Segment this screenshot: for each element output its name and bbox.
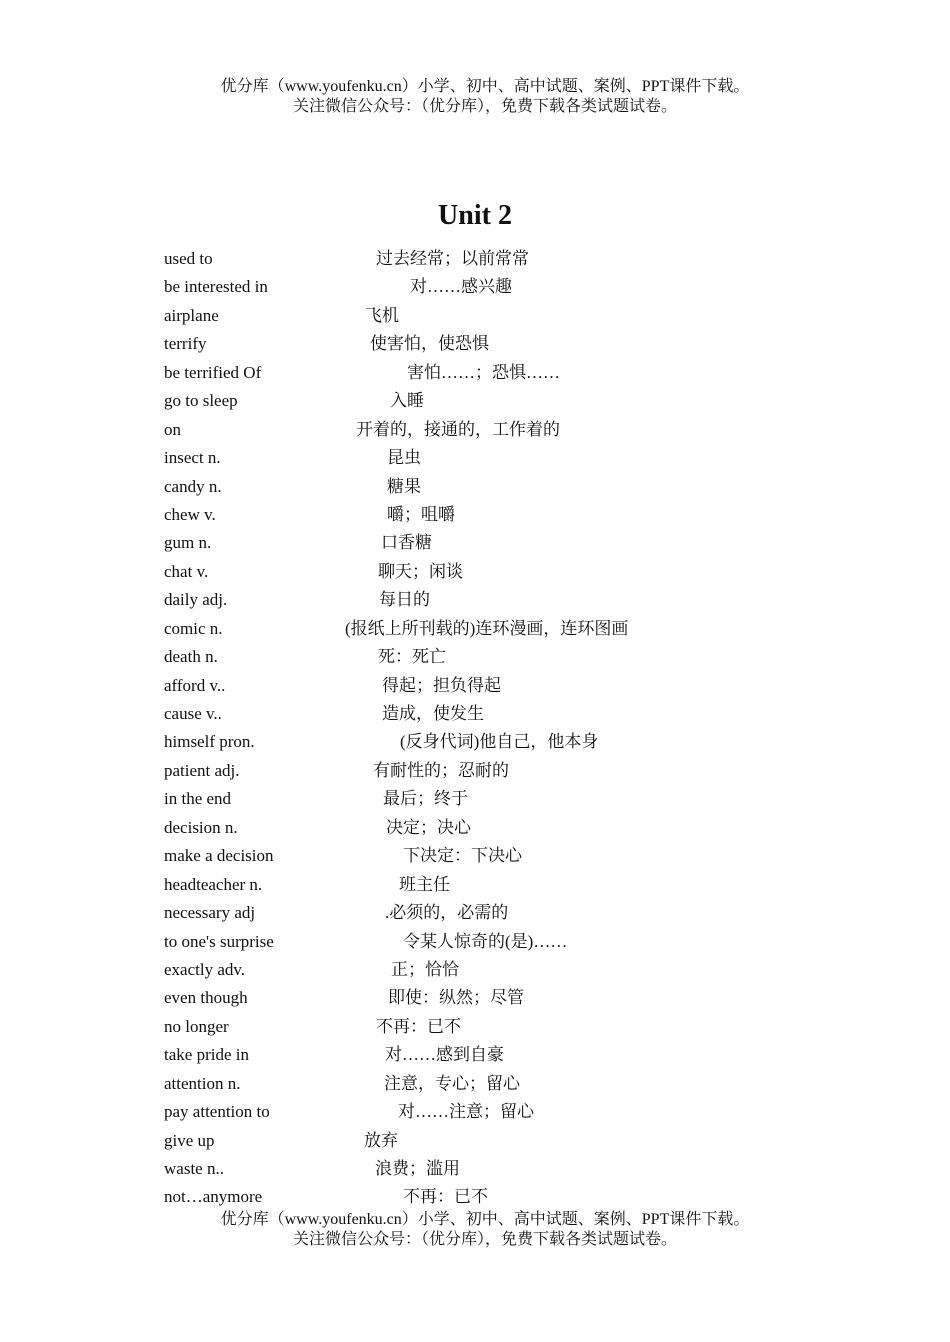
- vocabulary-list: [164, 245, 784, 1212]
- vocab-english: waste n..: [164, 1159, 224, 1178]
- vocab-english: no longer: [164, 1016, 229, 1036]
- vocab-english: pay attention to: [164, 1102, 270, 1122]
- vocab-row: [164, 672, 784, 700]
- vocab-english: candy n.: [164, 476, 222, 496]
- vocab-row: [164, 245, 784, 273]
- vocab-english: afford v..: [164, 675, 226, 695]
- vocab-chinese: 不再：已不: [376, 1016, 461, 1036]
- footer-line-1: 优分库（www.youfenku.cn）小学、初中、高中试题、案例、PPT课件下载。: [220, 1211, 750, 1228]
- vocab-english: decision n.: [164, 817, 238, 837]
- vocab-english: airplane: [164, 305, 219, 325]
- vocab-row: [164, 928, 784, 956]
- vocab-chinese: 有耐性的；忍耐的: [373, 760, 509, 780]
- vocab-row: [164, 444, 784, 472]
- vocab-chinese: (报纸上所刊载的)连环漫画，连环图画: [345, 618, 629, 638]
- vocab-row: [164, 871, 784, 899]
- vocab-chinese: 即使：纵然；尽管: [388, 988, 524, 1008]
- vocab-row: [164, 359, 784, 387]
- vocab-row: [164, 1183, 784, 1211]
- vocab-english: make a decision: [164, 846, 274, 866]
- vocab-chinese: 使害怕，使恐惧: [370, 334, 489, 354]
- vocab-chinese: 令某人惊奇的(是)……: [403, 931, 568, 951]
- vocab-english: give up: [164, 1130, 215, 1150]
- vocab-row: [164, 700, 784, 728]
- vocab-row: [164, 1070, 784, 1098]
- vocab-chinese: 入睡: [390, 391, 424, 411]
- vocab-chinese: 决定；决心: [386, 817, 471, 837]
- vocab-chinese: 每日的: [379, 590, 430, 610]
- vocab-english: patient adj.: [164, 760, 240, 780]
- header-banner: [0, 77, 950, 117]
- vocab-row: [164, 473, 784, 501]
- vocab-row: [164, 1127, 784, 1155]
- vocab-english: in the end: [164, 789, 232, 809]
- vocab-english: used to: [164, 249, 213, 268]
- vocab-english: be interested in: [164, 277, 268, 297]
- vocab-row: [164, 387, 784, 415]
- vocab-english: insect n.: [164, 448, 221, 468]
- vocab-row: [164, 1013, 784, 1041]
- vocab-english: attention n.: [164, 1073, 241, 1093]
- vocab-chinese: 浪费；滥用: [375, 1159, 460, 1178]
- vocab-row: [164, 273, 784, 301]
- vocab-chinese: 注意，专心；留心: [384, 1073, 520, 1093]
- vocab-english: cause v..: [164, 704, 222, 723]
- vocab-row: [164, 330, 784, 358]
- vocab-row: [164, 302, 784, 330]
- vocab-chinese: 对……注意；留心: [398, 1102, 534, 1122]
- vocab-chinese: 昆虫: [387, 448, 421, 468]
- vocab-chinese: 得起；担负得起: [382, 675, 501, 695]
- vocab-chinese: 放弃: [364, 1130, 398, 1150]
- vocab-chinese: 对……感兴趣: [410, 277, 512, 297]
- vocab-chinese: 嚼；咀嚼: [387, 504, 455, 524]
- vocab-row: [164, 1041, 784, 1069]
- header-line-1: 优分库（www.youfenku.cn）小学、初中、高中试题、案例、PPT课件下载。: [220, 78, 750, 95]
- vocab-english: death n.: [164, 647, 218, 667]
- vocab-chinese: 造成，使发生: [382, 704, 484, 723]
- header-line-2: 关注微信公众号：（优分库），免费下载各类试题试卷。: [292, 98, 677, 115]
- vocab-english: necessary adj: [164, 903, 256, 923]
- vocab-english: to one's surprise: [164, 931, 274, 951]
- footer-line-2: 关注微信公众号：（优分库），免费下载各类试题试卷。: [292, 1231, 677, 1248]
- vocab-row: [164, 1155, 784, 1183]
- page-title: Unit 2: [438, 200, 512, 231]
- vocab-row: [164, 984, 784, 1012]
- vocab-english: headteacher n.: [164, 874, 263, 894]
- vocab-english: terrify: [164, 334, 207, 354]
- vocab-chinese: 过去经常；以前常常: [376, 249, 529, 268]
- vocab-row: [164, 558, 784, 586]
- vocab-english: himself pron.: [164, 732, 255, 752]
- vocab-row: [164, 814, 784, 842]
- vocab-row: [164, 842, 784, 870]
- vocab-english: not…anymore: [164, 1187, 263, 1207]
- vocab-chinese: 班主任: [399, 874, 450, 894]
- vocab-chinese: 不再：已不: [403, 1187, 488, 1207]
- vocab-row: [164, 785, 784, 813]
- vocab-row: [164, 615, 784, 643]
- vocab-row: [164, 956, 784, 984]
- vocab-row: [164, 728, 784, 756]
- vocab-chinese: 死：死亡: [378, 647, 446, 667]
- vocab-english: chew v.: [164, 504, 216, 524]
- vocab-english: exactly adv.: [164, 959, 246, 979]
- vocab-english: comic n.: [164, 618, 223, 638]
- vocab-chinese: 糖果: [387, 476, 421, 496]
- vocab-english: take pride in: [164, 1045, 249, 1065]
- vocab-row: [164, 586, 784, 614]
- vocab-chinese: 开着的，接通的，工作着的: [356, 419, 560, 439]
- vocab-chinese: 下决定：下决心: [403, 846, 522, 866]
- vocab-english: go to sleep: [164, 391, 238, 411]
- vocab-chinese: 口香糖: [381, 533, 432, 553]
- vocab-row: [164, 501, 784, 529]
- vocab-chinese: 对……感到自豪: [385, 1045, 504, 1065]
- vocab-chinese: 最后；终于: [383, 789, 468, 809]
- vocab-chinese: (反身代词)他自己，他本身: [400, 732, 599, 752]
- vocab-row: [164, 757, 784, 785]
- vocab-row: [164, 643, 784, 671]
- vocab-english: daily adj.: [164, 590, 228, 610]
- vocab-chinese: 正；恰恰: [391, 959, 459, 979]
- vocab-chinese: 聊天；闲谈: [378, 561, 463, 581]
- vocab-row: [164, 899, 784, 927]
- vocab-english: chat v.: [164, 561, 209, 581]
- vocab-row: [164, 416, 784, 444]
- vocab-chinese: 飞机: [365, 305, 399, 325]
- vocab-english: be terrified Of: [164, 362, 262, 382]
- vocab-row: [164, 529, 784, 557]
- vocab-english: on: [164, 419, 181, 439]
- vocab-chinese: 害怕……；恐惧……: [407, 362, 560, 382]
- footer-banner: [0, 1210, 950, 1250]
- vocab-english: even though: [164, 988, 248, 1008]
- vocab-chinese: .必须的，必需的: [385, 903, 509, 923]
- vocab-english: gum n.: [164, 533, 212, 553]
- vocab-row: [164, 1098, 784, 1126]
